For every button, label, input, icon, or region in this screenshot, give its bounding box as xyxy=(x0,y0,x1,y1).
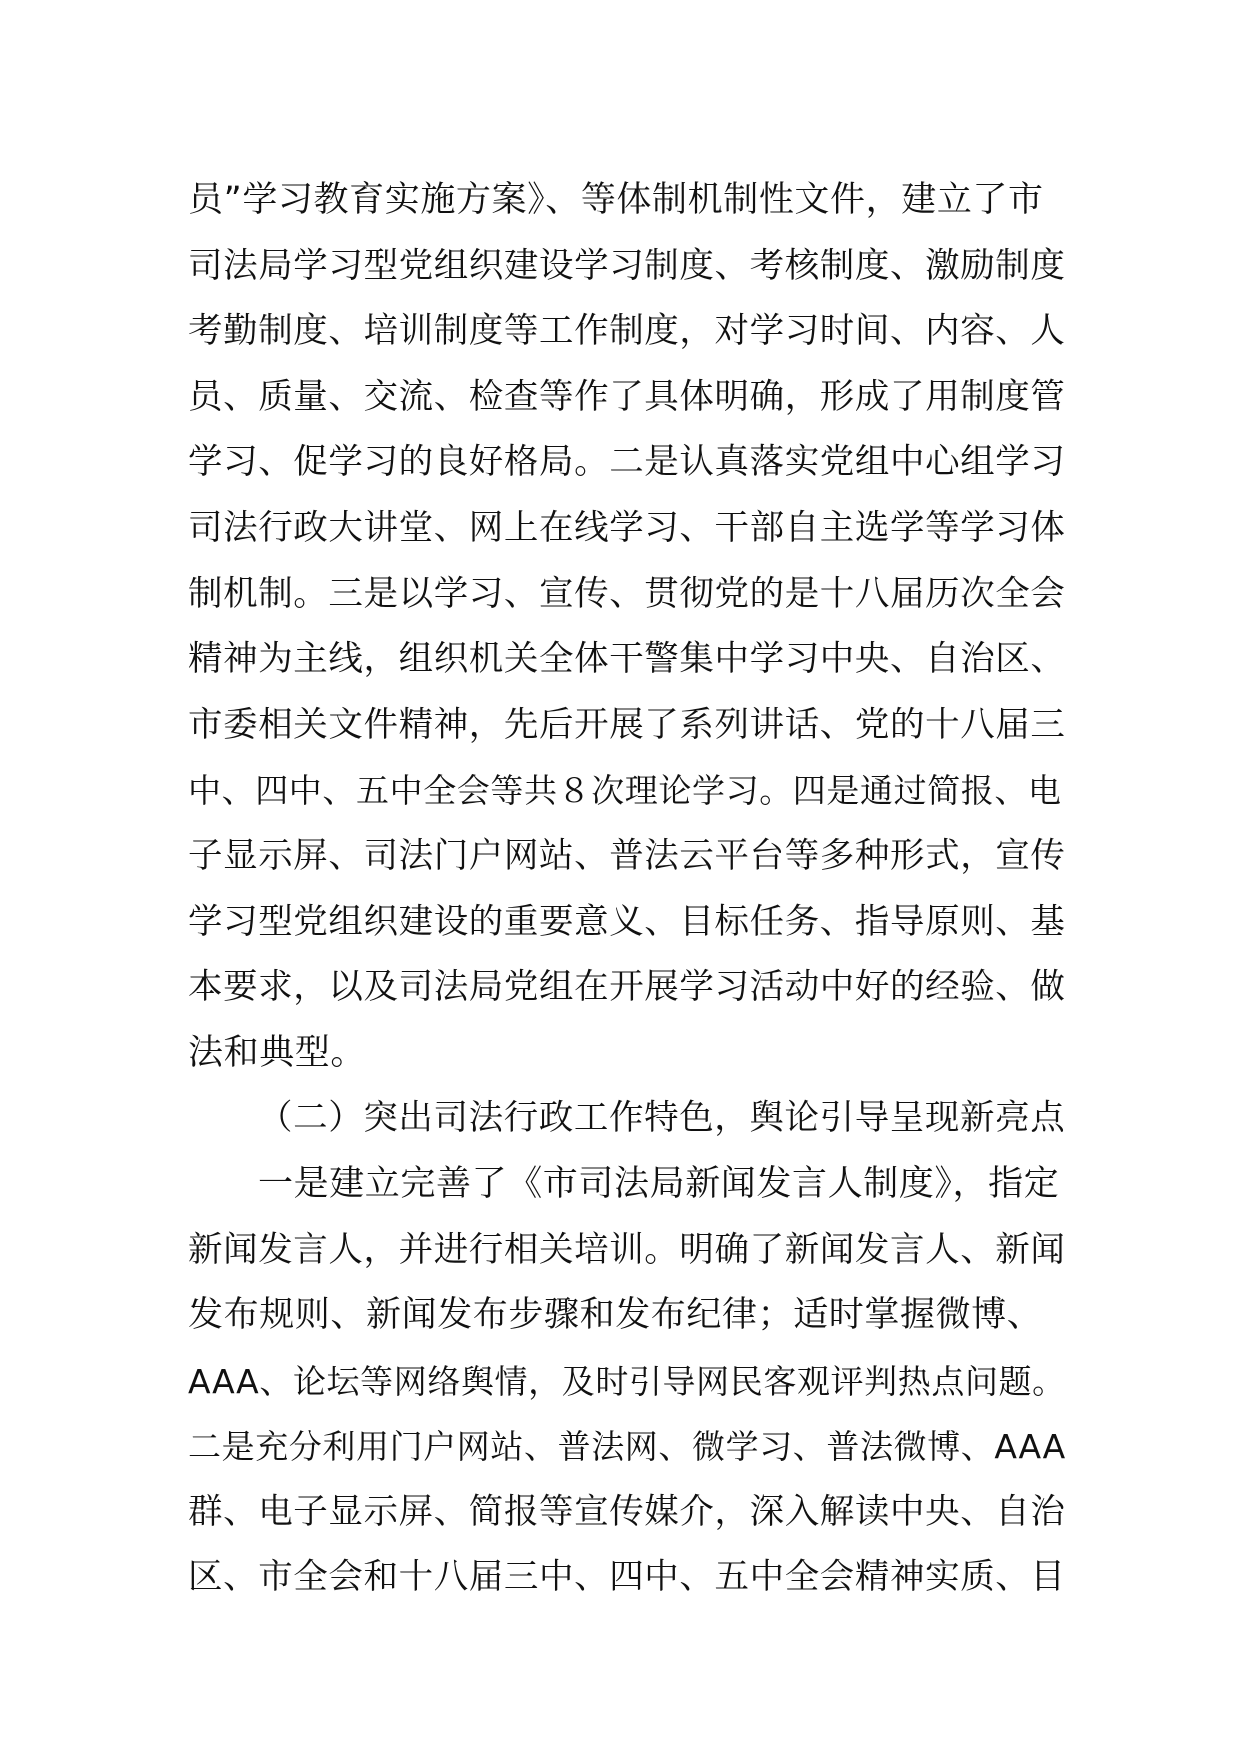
text-line: AAA、论坛等网络舆情，及时引导网民客观评判热点问题。 xyxy=(188,1361,1066,1401)
text-line: 法和典型。 xyxy=(188,1032,367,1073)
body-text xyxy=(188,168,1068,1611)
text-line: 本要求，以及司法局党组在开展学习活动中好的经验、做 xyxy=(188,967,1066,1008)
text-line: 精神为主线，组织机关全体干警集中学习中央、自治区、 xyxy=(188,639,1066,680)
text-line: 考勤制度、培训制度等工作制度，对学习时间、内容、人 xyxy=(188,311,1066,352)
text-line: 员、质量、交流、检查等作了具体明确，形成了用制度管 xyxy=(188,376,1066,417)
text-line: 一是建立完善了《市司法局新闻发言人制度》，指定 xyxy=(258,1163,1060,1204)
text-line: 发布规则、新闻发布步骤和发布纪律；适时掌握微博、 xyxy=(188,1295,1043,1336)
text-line: 司法行政大讲堂、网上在线学习、干部自主选学等学习体 xyxy=(188,507,1066,548)
text-line: 市委相关文件精神，先后开展了系列讲话、党的十八届三 xyxy=(188,704,1066,745)
text-line: 员”学习教育实施方案》、等体制机制性文件，建立了市 xyxy=(188,180,1044,220)
text-line: 群、电子显示屏、简报等宣传媒介，深入解读中央、自治 xyxy=(188,1491,1066,1532)
text-line: 区、市全会和十八届三中、四中、五中全会精神实质、目 xyxy=(188,1557,1066,1598)
text-line: 中、四中、五中全会等共８次理论学习。四是通过简报、电 xyxy=(188,771,1062,811)
text-line: （二）突出司法行政工作特色，舆论引导呈现新亮点 xyxy=(258,1098,1066,1139)
text-line: 制机制。三是以学习、宣传、贯彻党的是十八届历次全会 xyxy=(188,573,1066,614)
text-line: 学习型党组织建设的重要意义、目标任务、指导原则、基 xyxy=(188,901,1066,942)
text-line: 二是充分利用门户网站、普法网、微学习、普法微博、AAA xyxy=(188,1427,1066,1467)
text-line: 子显示屏、司法门户网站、普法云平台等多种形式，宣传 xyxy=(188,835,1066,876)
text-line: 新闻发言人，并进行相关培训。明确了新闻发言人、新闻 xyxy=(188,1229,1066,1270)
text-line: 司法局学习型党组织建设学习制度、考核制度、激励制度 xyxy=(188,245,1066,286)
text-line: 学习、促学习的良好格局。二是认真落实党组中心组学习 xyxy=(188,442,1066,483)
